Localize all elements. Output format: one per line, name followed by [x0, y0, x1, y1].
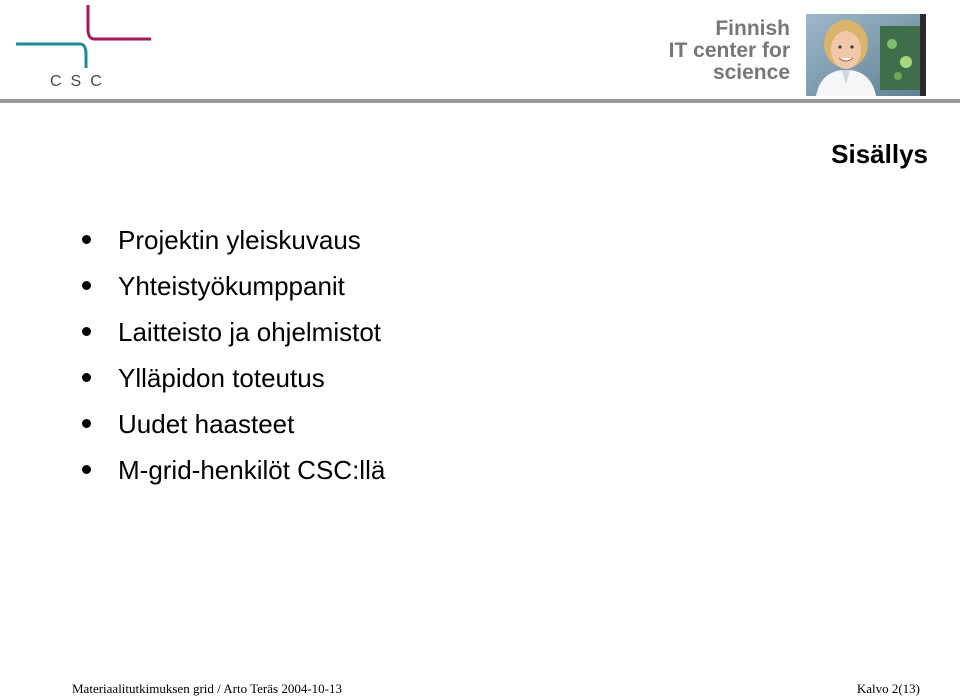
bullet-icon [82, 373, 91, 382]
footer-presentation-info: Materiaalitutkimuksen grid / Arto Teräs 2004-10-13 [72, 681, 342, 696]
org-name-line-2: IT center for [668, 39, 790, 62]
list-item-text: Laitteisto ja ohjelmistot [118, 317, 382, 347]
bullet-icon [82, 235, 91, 244]
list-item-text: Yhteistyökumppanit [118, 271, 345, 301]
list-item-text: Uudet haasteet [118, 409, 295, 439]
footer-slide-number: Kalvo 2(13) [856, 681, 920, 696]
org-name [638, 18, 790, 84]
csc-logo-text: CSC [50, 73, 111, 90]
bullet-icon [82, 465, 91, 474]
scientist-photo-image-icon [806, 14, 926, 96]
list-item-text: Projektin yleiskuvaus [118, 225, 361, 255]
slide-title [0, 138, 928, 170]
header-divider [0, 99, 960, 103]
bullet-icon [82, 419, 91, 428]
list-item-text: Ylläpidon toteutus [118, 363, 325, 393]
org-name-line-1: Finnish [715, 17, 790, 40]
bullet-icon [82, 281, 91, 290]
scientist-photo [806, 14, 926, 96]
csc-logo [14, 4, 159, 96]
list-item-text: M-grid-henkilöt CSC:llä [118, 455, 386, 485]
org-name-line-3: science [712, 61, 790, 84]
bullet-icon [82, 327, 91, 336]
slide-title-text: Sisällys [831, 139, 928, 169]
slide-header [0, 0, 960, 104]
